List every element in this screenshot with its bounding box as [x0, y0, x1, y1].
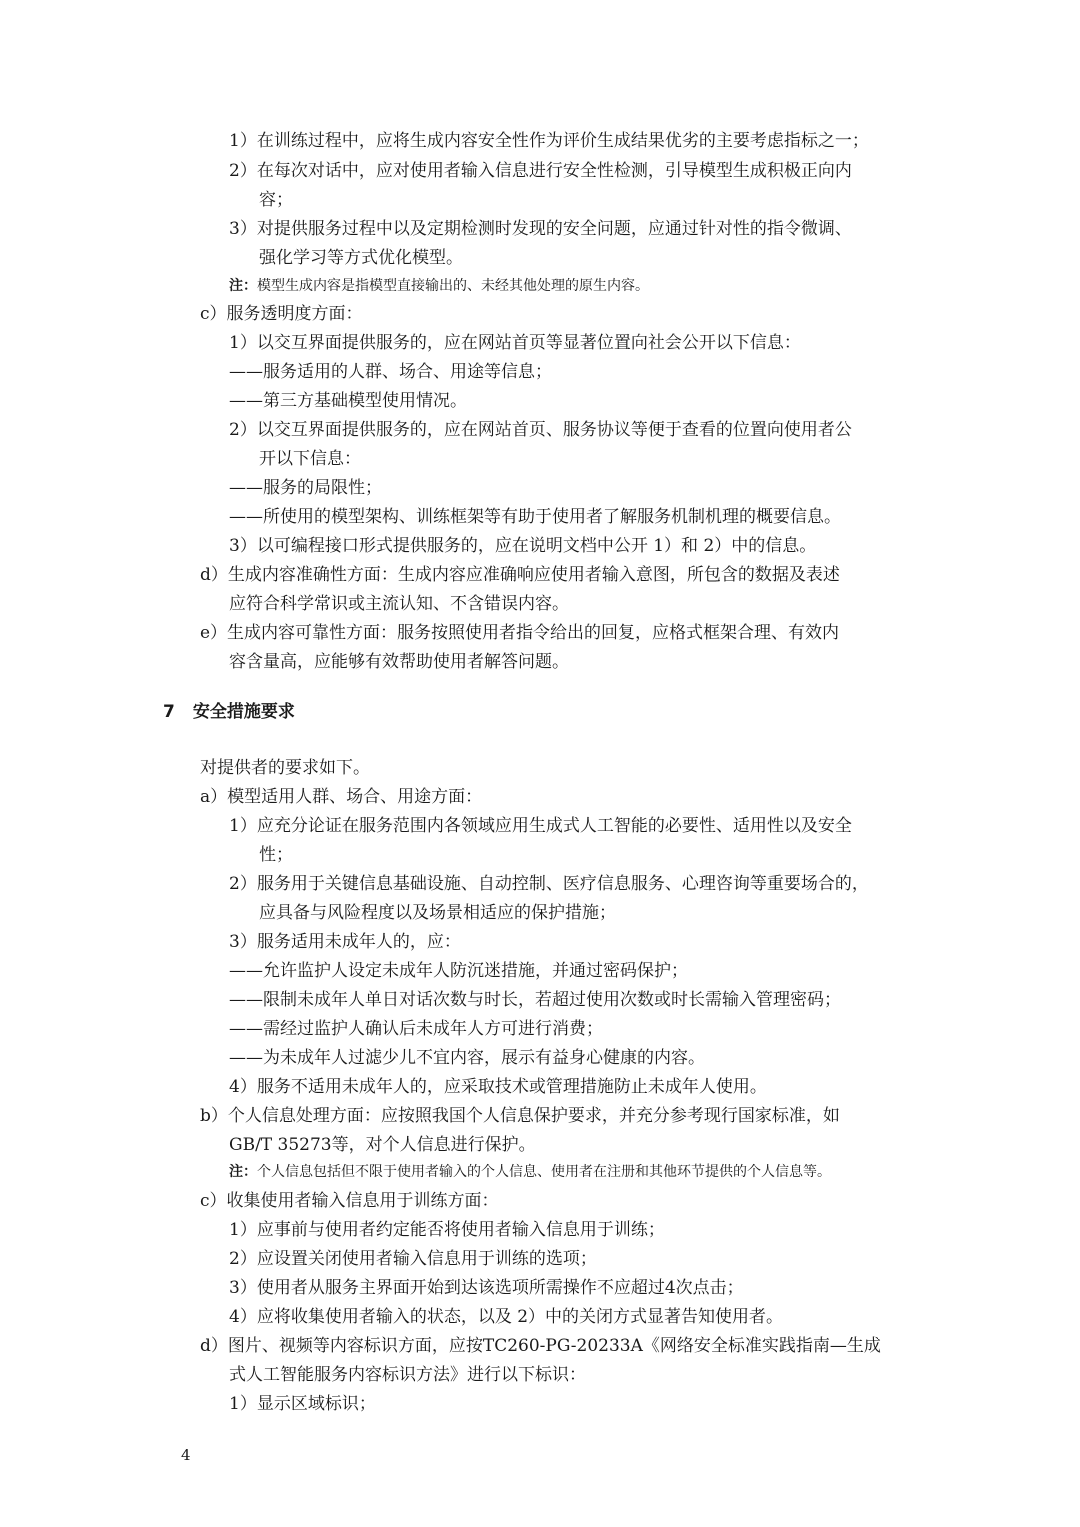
text-line: 1）应充分论证在服务范围内各领域应用生成式人工智能的必要性、适用性以及安全 [229, 816, 852, 836]
text-line: ——服务适用的人群、场合、用途等信息； [229, 362, 552, 382]
text-line: GB/T 35273等，对个人信息进行保护。 [229, 1135, 536, 1155]
note-line [229, 1165, 831, 1179]
list-item: a）模型适用人群、场合、用途方面： [200, 787, 483, 807]
text-line: 开以下信息： [259, 449, 361, 469]
list-item: e）生成内容可靠性方面：服务按照使用者指令给出的回复，应格式框架合理、有效内 [200, 623, 840, 643]
text-line: 1）在训练过程中，应将生成内容安全性作为评价生成结果优劣的主要考虑指标之一； [229, 131, 869, 151]
list-item: c）服务透明度方面： [200, 304, 363, 324]
text-line: 2）应设置关闭使用者输入信息用于训练的选项； [229, 1249, 597, 1269]
text-line: 性； [259, 845, 293, 865]
page-number: 4 [181, 1446, 191, 1464]
note-text: 个人信息包括但不限于使用者输入的个人信息、使用者在注册和其他环节提供的个人信息等。 [257, 1164, 831, 1180]
text-line: ——服务的局限性； [229, 478, 382, 498]
list-item: c）收集使用者输入信息用于训练方面： [200, 1191, 499, 1211]
text-line: 4）服务不适用未成年人的，应采取技术或管理措施防止未成年人使用。 [229, 1077, 767, 1097]
text-line: 4）应将收集使用者输入的状态，以及 2）中的关闭方式显著告知使用者。 [229, 1307, 784, 1327]
text-line: 3）对提供服务过程中以及定期检测时发现的安全问题，应通过针对性的指令微调、 [229, 219, 852, 239]
text-line: ——限制未成年人单日对话次数与时长，若超过使用次数或时长需输入管理密码； [229, 990, 841, 1010]
text-line: 强化学习等方式优化模型。 [259, 248, 463, 268]
text-line: ——所使用的模型架构、训练框架等有助于使用者了解服务机制机理的概要信息。 [229, 507, 841, 527]
note-line [229, 279, 649, 293]
text-line: ——允许监护人设定未成年人防沉迷措施，并通过密码保护； [229, 961, 688, 981]
section-heading [163, 704, 295, 721]
text-line: 3）服务适用未成年人的，应： [229, 932, 461, 952]
text-line: 1）以交互界面提供服务的，应在网站首页等显著位置向社会公开以下信息： [229, 333, 801, 353]
text-line: 3）使用者从服务主界面开始到达该选项所需操作不应超过4次点击； [229, 1278, 744, 1298]
text-line: ——为未成年人过滤少儿不宜内容，展示有益身心健康的内容。 [229, 1048, 705, 1068]
text-line: 2）服务用于关键信息基础设施、自动控制、医疗信息服务、心理咨询等重要场合的， [229, 874, 869, 894]
list-item: d）图片、视频等内容标识方面，应按TC260-PG-20233A《网络安全标准实践指南—生成 [200, 1336, 881, 1356]
section-title: 安全措施要求 [192, 702, 295, 722]
note-label: 注： [229, 1164, 257, 1180]
text-line: 应符合科学常识或主流认知、不含错误内容。 [229, 594, 569, 614]
text-line: 式人工智能服务内容标识方法》进行以下标识： [229, 1365, 586, 1385]
text-line: 应具备与风险程度以及场景相适应的保护措施； [259, 903, 616, 923]
text-line: 容； [259, 190, 293, 210]
text-line: 2）以交互界面提供服务的，应在网站首页、服务协议等便于查看的位置向使用者公 [229, 420, 852, 440]
text-line: 1）显示区域标识； [229, 1394, 376, 1414]
note-label: 注： [229, 278, 257, 294]
text-line: 3）以可编程接口形式提供服务的，应在说明文档中公开 1）和 2）中的信息。 [229, 536, 817, 556]
text-line: 2）在每次对话中，应对使用者输入信息进行安全性检测，引导模型生成积极正向内 [229, 161, 852, 181]
text-line: ——需经过监护人确认后未成年人方可进行消费； [229, 1019, 603, 1039]
list-item: b）个人信息处理方面：应按照我国个人信息保护要求，并充分参考现行国家标准，如 [200, 1106, 840, 1126]
text-line: ——第三方基础模型使用情况。 [229, 391, 467, 411]
paragraph: 对提供者的要求如下。 [200, 758, 370, 778]
list-item: d）生成内容准确性方面：生成内容应准确响应使用者输入意图，所包含的数据及表述 [200, 565, 840, 585]
text-line: 容含量高，应能够有效帮助使用者解答问题。 [229, 652, 569, 672]
section-number: 7 [163, 702, 175, 722]
text-line: 1）应事前与使用者约定能否将使用者输入信息用于训练； [229, 1220, 665, 1240]
note-text: 模型生成内容是指模型直接输出的、未经其他处理的原生内容。 [257, 278, 649, 294]
